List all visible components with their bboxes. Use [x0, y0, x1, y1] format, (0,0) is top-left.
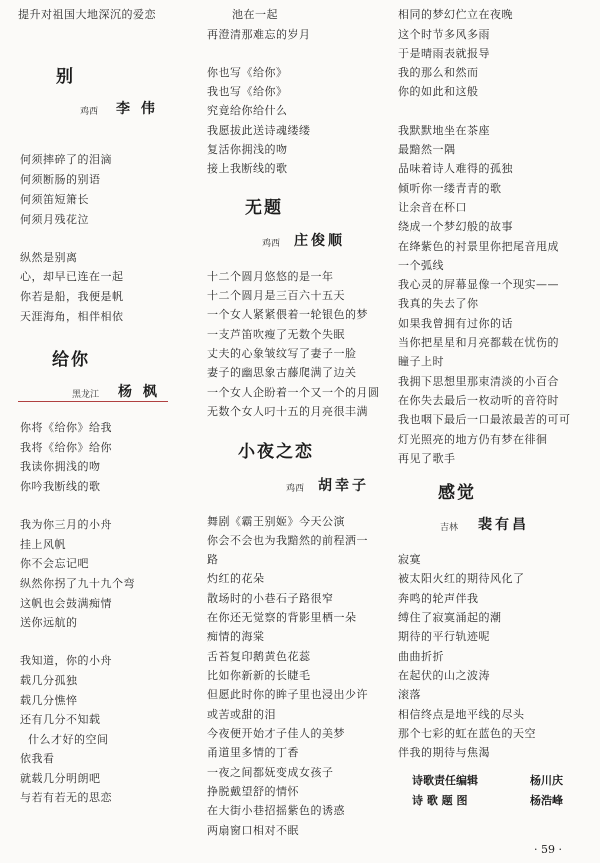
poem-line: 路 — [207, 553, 219, 566]
poem-line: 灼红的花朵 — [207, 572, 265, 585]
poem-line: 期待的平行轨迹呢 — [398, 630, 490, 643]
poem-line: 相同的梦幻伫立在夜晚 — [398, 8, 513, 21]
poem-line: 我知道，你的小舟 — [20, 654, 112, 667]
poem-line: 绕成一个梦幻般的故事 — [398, 220, 513, 233]
poem-line: 纵然是别离 — [20, 251, 78, 264]
author-place: 鸡西 — [286, 484, 305, 494]
poem-line: 散场时的小巷石子路很窄 — [207, 592, 334, 605]
author-name: 裴有昌 — [478, 517, 529, 533]
author-name: 庄俊顺 — [294, 233, 345, 249]
poem-line: 我将《给你》给你 — [20, 441, 112, 454]
poem-line: 你若是船，我便是帆 — [20, 290, 124, 303]
poem-line: 如果我曾拥有过你的话 — [398, 317, 513, 330]
poem-line: 一夜之间都妩变成女孩子 — [207, 766, 334, 779]
poem-line: 依我看 — [20, 752, 55, 765]
poem-line: 倾听你一缕青青的歌 — [398, 182, 502, 195]
credit-name: 杨川庆 — [530, 774, 563, 787]
poem-title-geini: 给你 — [52, 350, 90, 370]
poem-line: 这帆也会鼓满痴情 — [20, 597, 112, 610]
poem-line: 复活你拥浅的吻 — [207, 143, 288, 156]
poem-line: 今夜便开始才子佳人的美梦 — [207, 727, 345, 740]
poem-line: 再澄清那难忘的岁月 — [207, 28, 311, 41]
poem-line: 缚住了寂寞涌起的潮 — [398, 611, 502, 624]
poem-line: 载几分憔悴 — [20, 694, 78, 707]
poem-line: 痴情的海棠 — [207, 630, 265, 643]
poem-line: 在你还无觉察的背影里栖一朵 — [207, 611, 357, 624]
poem-line: 但愿此时你的眸子里也浸出少许 — [207, 688, 368, 701]
poem-line: 载几分孤独 — [20, 674, 78, 687]
page-number: · 59 · — [534, 843, 562, 856]
poem-line: 我也写《给你》 — [207, 85, 288, 98]
poem-line: 何须月残花泣 — [20, 213, 89, 226]
poem-line: 何须笛短箫长 — [20, 193, 89, 206]
credit-label: 诗歌责任编辑 — [412, 774, 478, 787]
poem-line: 品味着诗人难得的孤独 — [398, 162, 513, 175]
poem-line: 何须摔碎了的泪滴 — [20, 153, 112, 166]
poem-line: 我愿拔此送诗魂缕缕 — [207, 124, 311, 137]
poem-line: 在起伏的山之波涛 — [398, 669, 490, 682]
poem-line: 我也咽下最后一口最浓最苦的可可 — [398, 413, 571, 426]
author-name: 李 伟 — [116, 101, 158, 117]
poem-line: 我为你三月的小舟 — [20, 518, 112, 531]
poem-line: 就载几分明朗吧 — [20, 772, 101, 785]
poem-line: 在你失去最后一枚动听的音符时 — [398, 394, 559, 407]
poem-line: 在绛紫色的衬景里你把尾音甩成 — [398, 240, 559, 253]
poem-line: 与若有若无的思恋 — [20, 791, 112, 804]
poem-line: 挣脱戴望舒的情怀 — [207, 785, 299, 798]
poem-line: 我默默地坐在茶座 — [398, 124, 490, 137]
poem-line: 无数个女人叼十五的月亮很丰满 — [207, 405, 368, 418]
title-underline — [18, 401, 168, 402]
poem-line: 于是晴雨表就报导 — [398, 47, 490, 60]
poem-line: 丈夫的心象皱纹写了妻子一脸 — [207, 347, 357, 360]
poem-line: 再见了歌手 — [398, 452, 456, 465]
poem-line: 天涯海角，相伴相依 — [20, 310, 124, 323]
poem-line: 那个七彩的虹在蓝色的天空 — [398, 727, 536, 740]
poem-line: 我真的失去了你 — [398, 297, 479, 310]
poem-line: 让余音在杯口 — [398, 201, 467, 214]
poem-line: 挂上风帆 — [20, 538, 66, 551]
author-place: 吉林 — [440, 523, 459, 533]
poem-line: 送你远航的 — [20, 616, 78, 629]
poem-line: 池在一起 — [232, 8, 278, 21]
poem-line: 你会不会也为我黯然的前程洒一 — [207, 534, 368, 547]
poem-line: 或苦或甜的泪 — [207, 708, 276, 721]
poem-line: 什么才好的空间 — [28, 733, 109, 746]
poem-title-xiaoyezhilian: 小夜之恋 — [238, 442, 314, 462]
poem-line: 你将《给你》给我 — [20, 421, 112, 434]
poem-line: 当你把星星和月亮都载在忧伤的 — [398, 336, 559, 349]
poem-title-ganjue: 感觉 — [438, 483, 476, 503]
poem-line: 我拥下思想里那束清淡的小百合 — [398, 375, 559, 388]
poem-line: 纵然你拐了九十九个弯 — [20, 577, 135, 590]
poem-line: 你的如此和这般 — [398, 85, 479, 98]
poem-line: 舌苔复印鹅黄色花蕊 — [207, 650, 311, 663]
poem-line: 妻子的幽思象古藤爬满了边关 — [207, 366, 357, 379]
credit-label: 诗 歌 题 图 — [412, 794, 468, 807]
poem-line: 你不会忘记吧 — [20, 557, 89, 570]
poem-title-wuti: 无题 — [245, 198, 283, 218]
poem-line: 接上我断线的歌 — [207, 162, 288, 175]
poem-line: 最黯然一隅 — [398, 143, 456, 156]
poem-line: 瞳子上时 — [398, 355, 444, 368]
poem-line: 我的那么和然而 — [398, 66, 479, 79]
poem-line: 滚落 — [398, 688, 421, 701]
poem-line: 被太阳火红的期待风化了 — [398, 572, 525, 585]
credit-name: 杨浩峰 — [530, 794, 563, 807]
poem-line: 一个女人紧紧偎着一轮银色的梦 — [207, 308, 368, 321]
author-place: 鸡西 — [80, 107, 99, 117]
poem-line: 一支芦笛吹瘦了无数个失眠 — [207, 328, 345, 341]
author-name: 杨 枫 — [118, 384, 160, 400]
poem-line: 寂寞 — [398, 553, 421, 566]
poem-line: 比如你新新的长睫毛 — [207, 669, 311, 682]
poem-line: 我读你拥浅的吻 — [20, 460, 101, 473]
poem-line: 曲曲折折 — [398, 650, 444, 663]
poem-line: 在大街小巷招摇紫色的诱惑 — [207, 804, 345, 817]
poem-line: 你也写《给你》 — [207, 66, 288, 79]
poem-line: 甬道里多情的丁香 — [207, 746, 299, 759]
poem-line: 十二个圆月悠悠的是一年 — [207, 270, 334, 283]
poem-line: 究竟给你给什么 — [207, 104, 288, 117]
poem-line: 一个女人企盼着一个又一个的月圆 — [207, 386, 380, 399]
poem-line: 相信终点是地平线的尽头 — [398, 708, 525, 721]
poem-line: 十二个圆月是三百六十五天 — [207, 289, 345, 302]
continued-line: 提升对祖国大地深沉的爱恋 — [18, 8, 156, 21]
poem-line: 这个时节多风多雨 — [398, 28, 490, 41]
author-place: 鸡西 — [262, 239, 281, 249]
poem-line: 舞剧《霸王别姬》今天公演 — [207, 515, 345, 528]
poem-line: 我心灵的屏幕显像一个现实—— — [398, 278, 559, 291]
poem-line: 还有几分不知载 — [20, 713, 101, 726]
poem-line: 一个弧线 — [398, 259, 444, 272]
poem-line: 奔鸣的轮声伴我 — [398, 592, 479, 605]
poem-line: 你吟我断线的歌 — [20, 480, 101, 493]
author-name: 胡幸子 — [318, 478, 369, 494]
poem-line: 两扇窗口相对不眠 — [207, 824, 299, 837]
poem-title-bie: 别 — [56, 67, 75, 87]
poem-line: 灯光照亮的地方仍有梦在徘徊 — [398, 433, 548, 446]
poem-line: 伴我的期待与焦渴 — [398, 746, 490, 759]
poem-line: 何须断肠的别语 — [20, 173, 101, 186]
poem-line: 心，却早已连在一起 — [20, 270, 124, 283]
author-place: 黑龙江 — [72, 390, 100, 400]
